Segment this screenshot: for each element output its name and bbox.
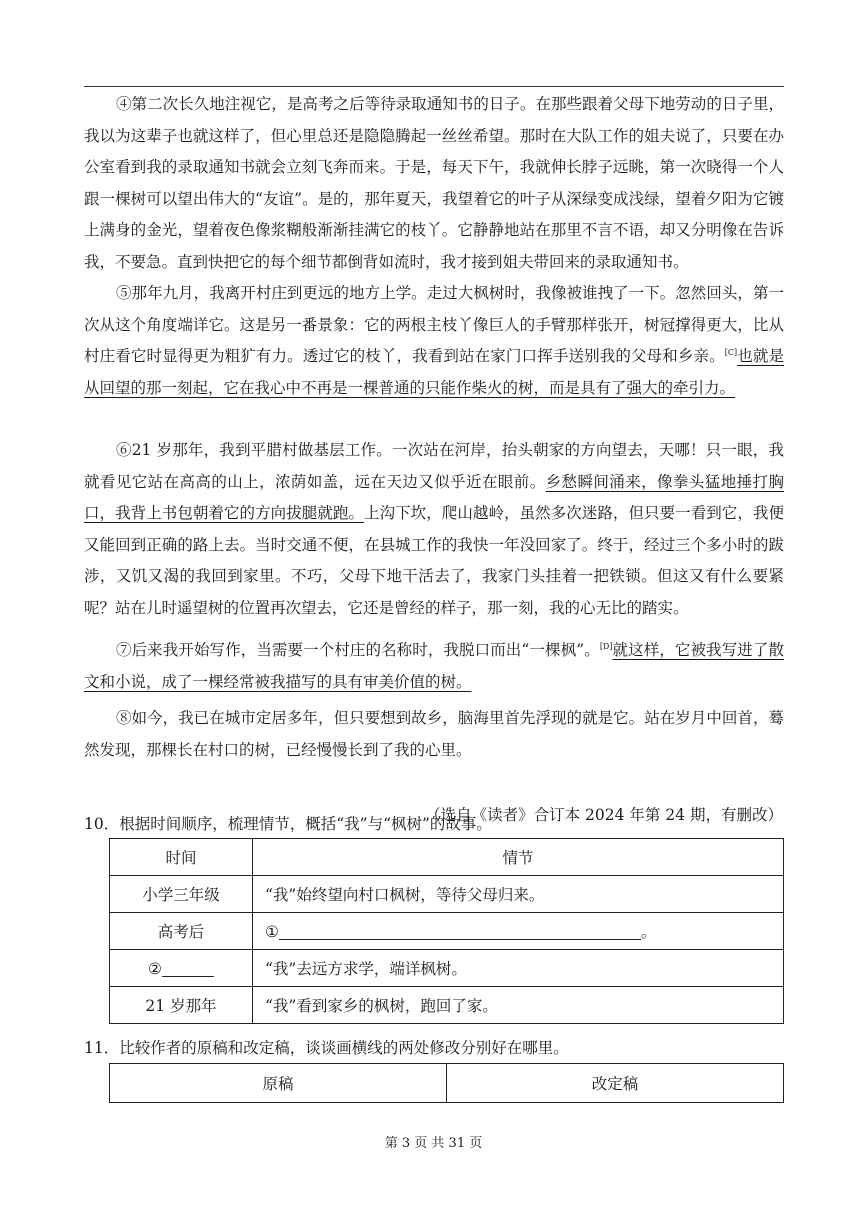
table-row [110,913,784,950]
paragraph-7 [84,635,784,698]
cell-plot-blank[interactable] [253,913,784,950]
paragraph-6 [84,435,784,624]
table-header-row [110,839,784,876]
table-row [110,987,784,1024]
underlined-sentence-c: 也就是从回望的那一刻起，它在我心中不再是一棵普通的只能作柴火的树，而是具有了强大的牵引力。 [84,347,784,397]
mark-d: [D] [599,641,613,651]
blank-marker-2: ② [148,960,162,978]
table-row [110,876,784,913]
blank-marker-1: ① [265,923,279,941]
top-rule [84,86,784,87]
cell-plot: “我”去远方求学，端详枫树。 [253,950,784,987]
header-revised: 改定稿 [447,1064,784,1103]
paragraph-5-text: ⑤那年九月，我离开村庄到更远的地方上学。走过大枫树时，我像被谁拽了一下。忽然回头，第一次从这个角度端详它。这是另一番景象：它的两根主枝丫像巨人的手臂那样张开，树冠撑得更大，比从村庄看它时显得更为粗犷有力。透过它的枝丫，我看到站在家门口挥手送别我的父母和乡亲。 [84,284,784,365]
header-original: 原稿 [110,1064,447,1103]
table-row [110,950,784,987]
paragraph-6-text-a: ⑥21 岁那年，我到平腊村做基层工作。一次站在河岸，抬头朝家的方向望去，天哪！只一眼，我就看见它站在高高的山上，浓荫如盖，远在天边又似乎近在眼前。 [84,441,784,491]
paragraph-7-text: ⑦后来我开始写作，当需要一个村庄的名称时，我脱口而出“一棵枫”。 [116,641,600,659]
cell-plot: “我”始终望向村口枫树，等待父母归来。 [253,876,784,913]
cell-plot: “我”看到家乡的枫树，跑回了家。 [253,987,784,1024]
answer-blank-1[interactable] [279,921,641,940]
cell-time: 小学三年级 [110,876,253,913]
cell-time: 高考后 [110,913,253,950]
paragraph-4: ④第二次长久地注视它，是高考之后等待录取通知书的日子。在那些跟着父母下地劳动的日子里，我以为这辈子也就这样了，但心里总还是隐隐腾起一丝丝希望。那时在大队工作的姐夫说了，只要在办公室看到我的录取通知书就会立刻飞奔而来。于是，每天下午，我就伸长脖子远眺，第一次晓得一个人跟一棵树可以望出伟大的“友谊”。是的，那年夏天，我望着它的叶子从深绿变成浅绿，望着夕阳为它镀上满身的金光，望着夜色像浆糊般渐渐挂满它的枝丫。它静静地站在那里不言不语，却又分明像在告诉我，不要急。直到快把它的每个细节都倒背如流时，我才接到姐夫带回来的录取通知书。 [84,95,784,271]
mark-c: [C] [724,347,738,357]
blank-end: 。 [640,923,657,941]
paragraph-5 [84,278,784,404]
compare-table [109,1063,784,1103]
header-plot: 情节 [253,839,784,876]
paragraph-6-text-b: 上沟下坎，爬山越岭，虽然多次迷路，但只要一看到它，我便又能回到正确的路上去。当时交通不便，在县城工作的我快一年没回家了。终于，经过三个多小时的跋涉，又饥又渴的我回到家里。不巧，父母下地干活去了，我家门头挂着一把铁锁。但这又有什么要紧呢？站在儿时遥望树的位置再次望去，它还是曾经的样子，那一刻，我的心无比的踏实。 [84,504,784,617]
table-header-row [110,1064,784,1103]
cell-time: 21 岁那年 [110,987,253,1024]
page-footer: 第 3 页 共 31 页 [384,1136,483,1151]
answer-blank-2[interactable] [162,958,214,977]
cell-time-blank[interactable] [110,950,253,987]
question-10: 10．根据时间顺序，梳理情节，概括“我”与“枫树”的故事。 [84,815,492,833]
underlined-sentence-6: 乡愁瞬间涌来，像拳头猛地捶打胸口，我背上书包朝着它的方向拔腿就跑。 [84,472,784,522]
source-citation: （选自《读者》合订本 2024 年第 24 期，有删改） [425,806,783,824]
question-11: 11．比较作者的原稿和改定稿，谈谈画横线的两处修改分别好在哪里。 [84,1039,569,1057]
paragraph-8: ⑧如今，我已在城市定居多年，但只要想到故乡，脑海里首先浮现的就是它。站在岁月中回首，蓦然发现，那棵长在村口的树，已经慢慢长到了我的心里。 [84,709,784,759]
underlined-sentence-d: 就这样，它被我写进了散文和小说，成了一棵经常被我描写的具有审美价值的树。 [84,641,784,691]
header-time: 时间 [110,839,253,876]
story-table [109,838,784,1024]
